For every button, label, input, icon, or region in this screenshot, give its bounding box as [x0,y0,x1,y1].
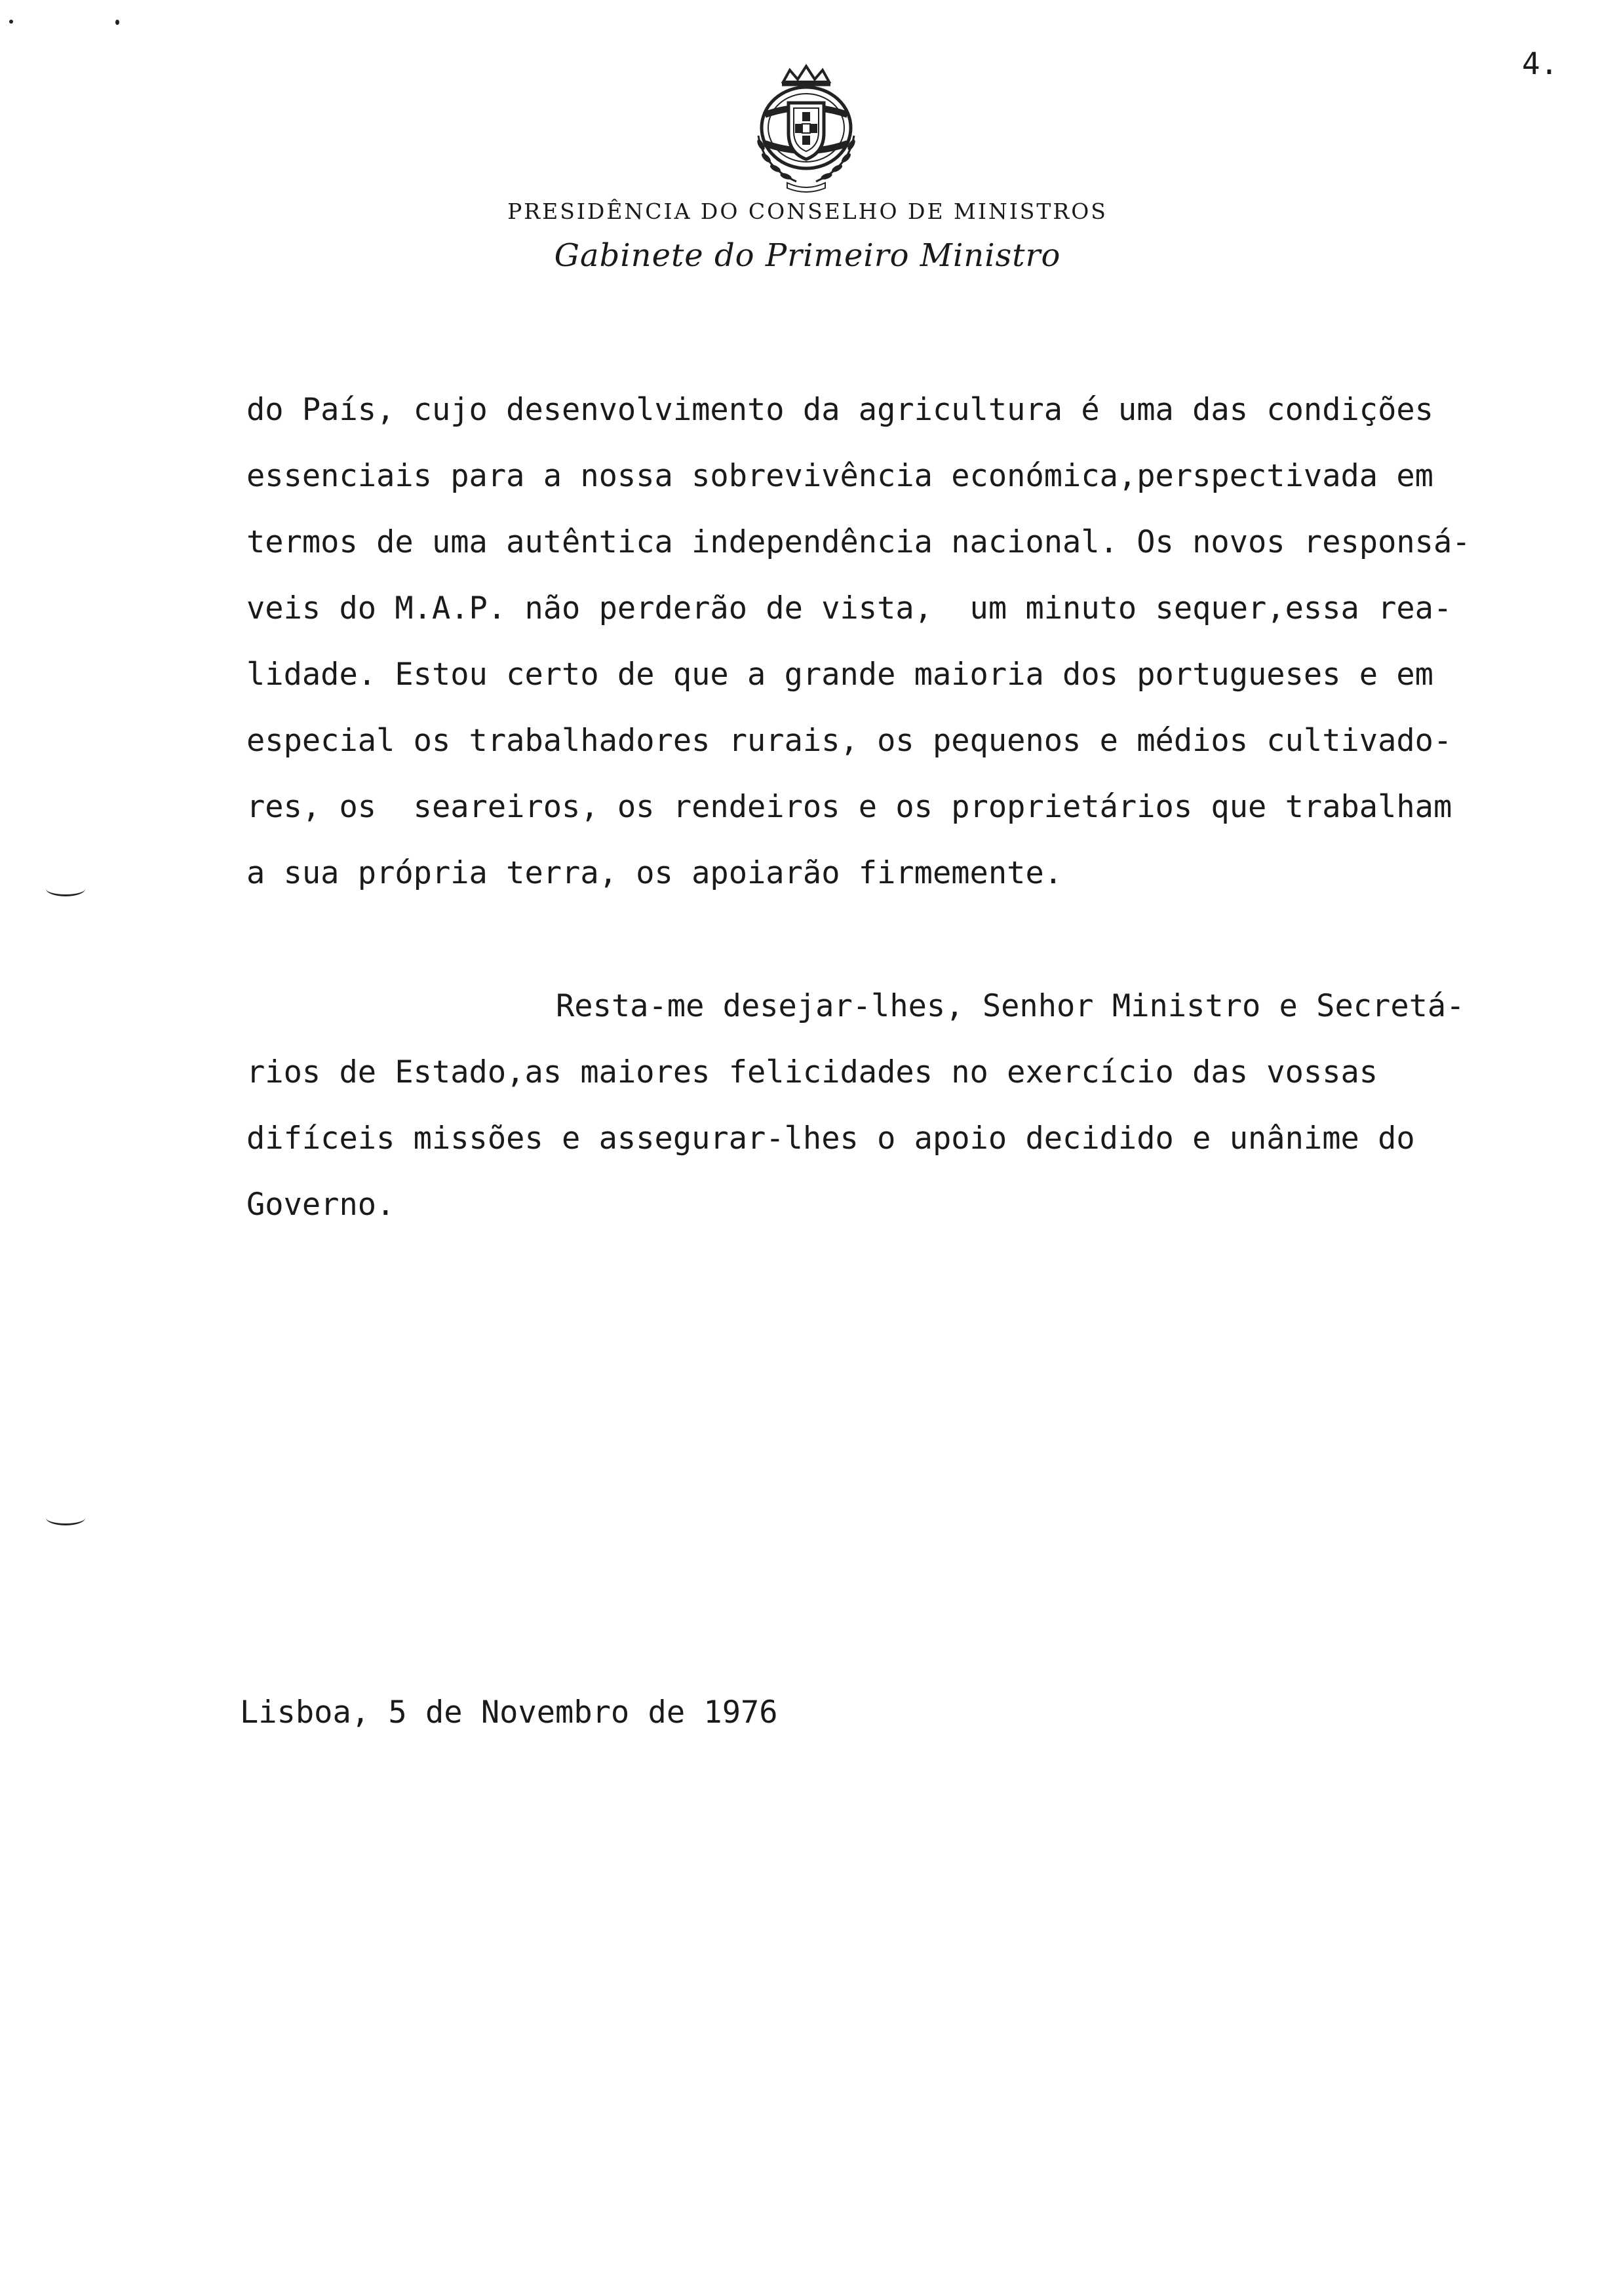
text-line: veis do M.A.P. não perderão de vista, um minuto sequer,essa rea- [246,590,1452,626]
organization-heading: PRESIDÊNCIA DO CONSELHO DE MINISTROS [507,199,1108,224]
margin-mark [46,881,85,896]
scan-dot [9,20,13,24]
page-number: 4. [1522,46,1559,81]
text-line: termos de uma autêntica independência nacional. Os novos responsá- [246,524,1471,560]
scan-dot [115,20,119,25]
paragraph [246,973,1544,1238]
text-line: especial os trabalhadores rurais, os pequenos e médios cultivado- [246,723,1452,759]
text-line: a sua própria terra, os apoiarão firmemente. [246,855,1063,891]
text-line: Governo. [246,1187,395,1223]
paragraph [246,377,1544,906]
place-and-date: Lisboa, 5 de Novembro de 1976 [240,1694,778,1731]
text-line: difíceis missões e assegurar-lhes o apoio decidido e unânime do [246,1120,1415,1157]
coat-of-arms-icon [744,62,868,193]
text-line: res, os seareiros, os rendeiros e os proprietários que trabalham [246,789,1452,825]
margin-mark [46,1510,85,1525]
text-line: essenciais para a nossa sobrevivência económica,perspectivada em [246,458,1433,494]
text-line: lidade. Estou certo de que a grande maioria dos portugueses e em [246,657,1433,693]
text-line: Resta-me desejar-lhes, Senhor Ministro e Secretá- [556,988,1465,1024]
text-line: rios de Estado,as maiores felicidades no exercício das vossas [246,1054,1378,1090]
office-heading: Gabinete do Primeiro Ministro [554,237,1061,274]
text-line: do País, cujo desenvolvimento da agricultura é uma das condições [246,392,1433,428]
